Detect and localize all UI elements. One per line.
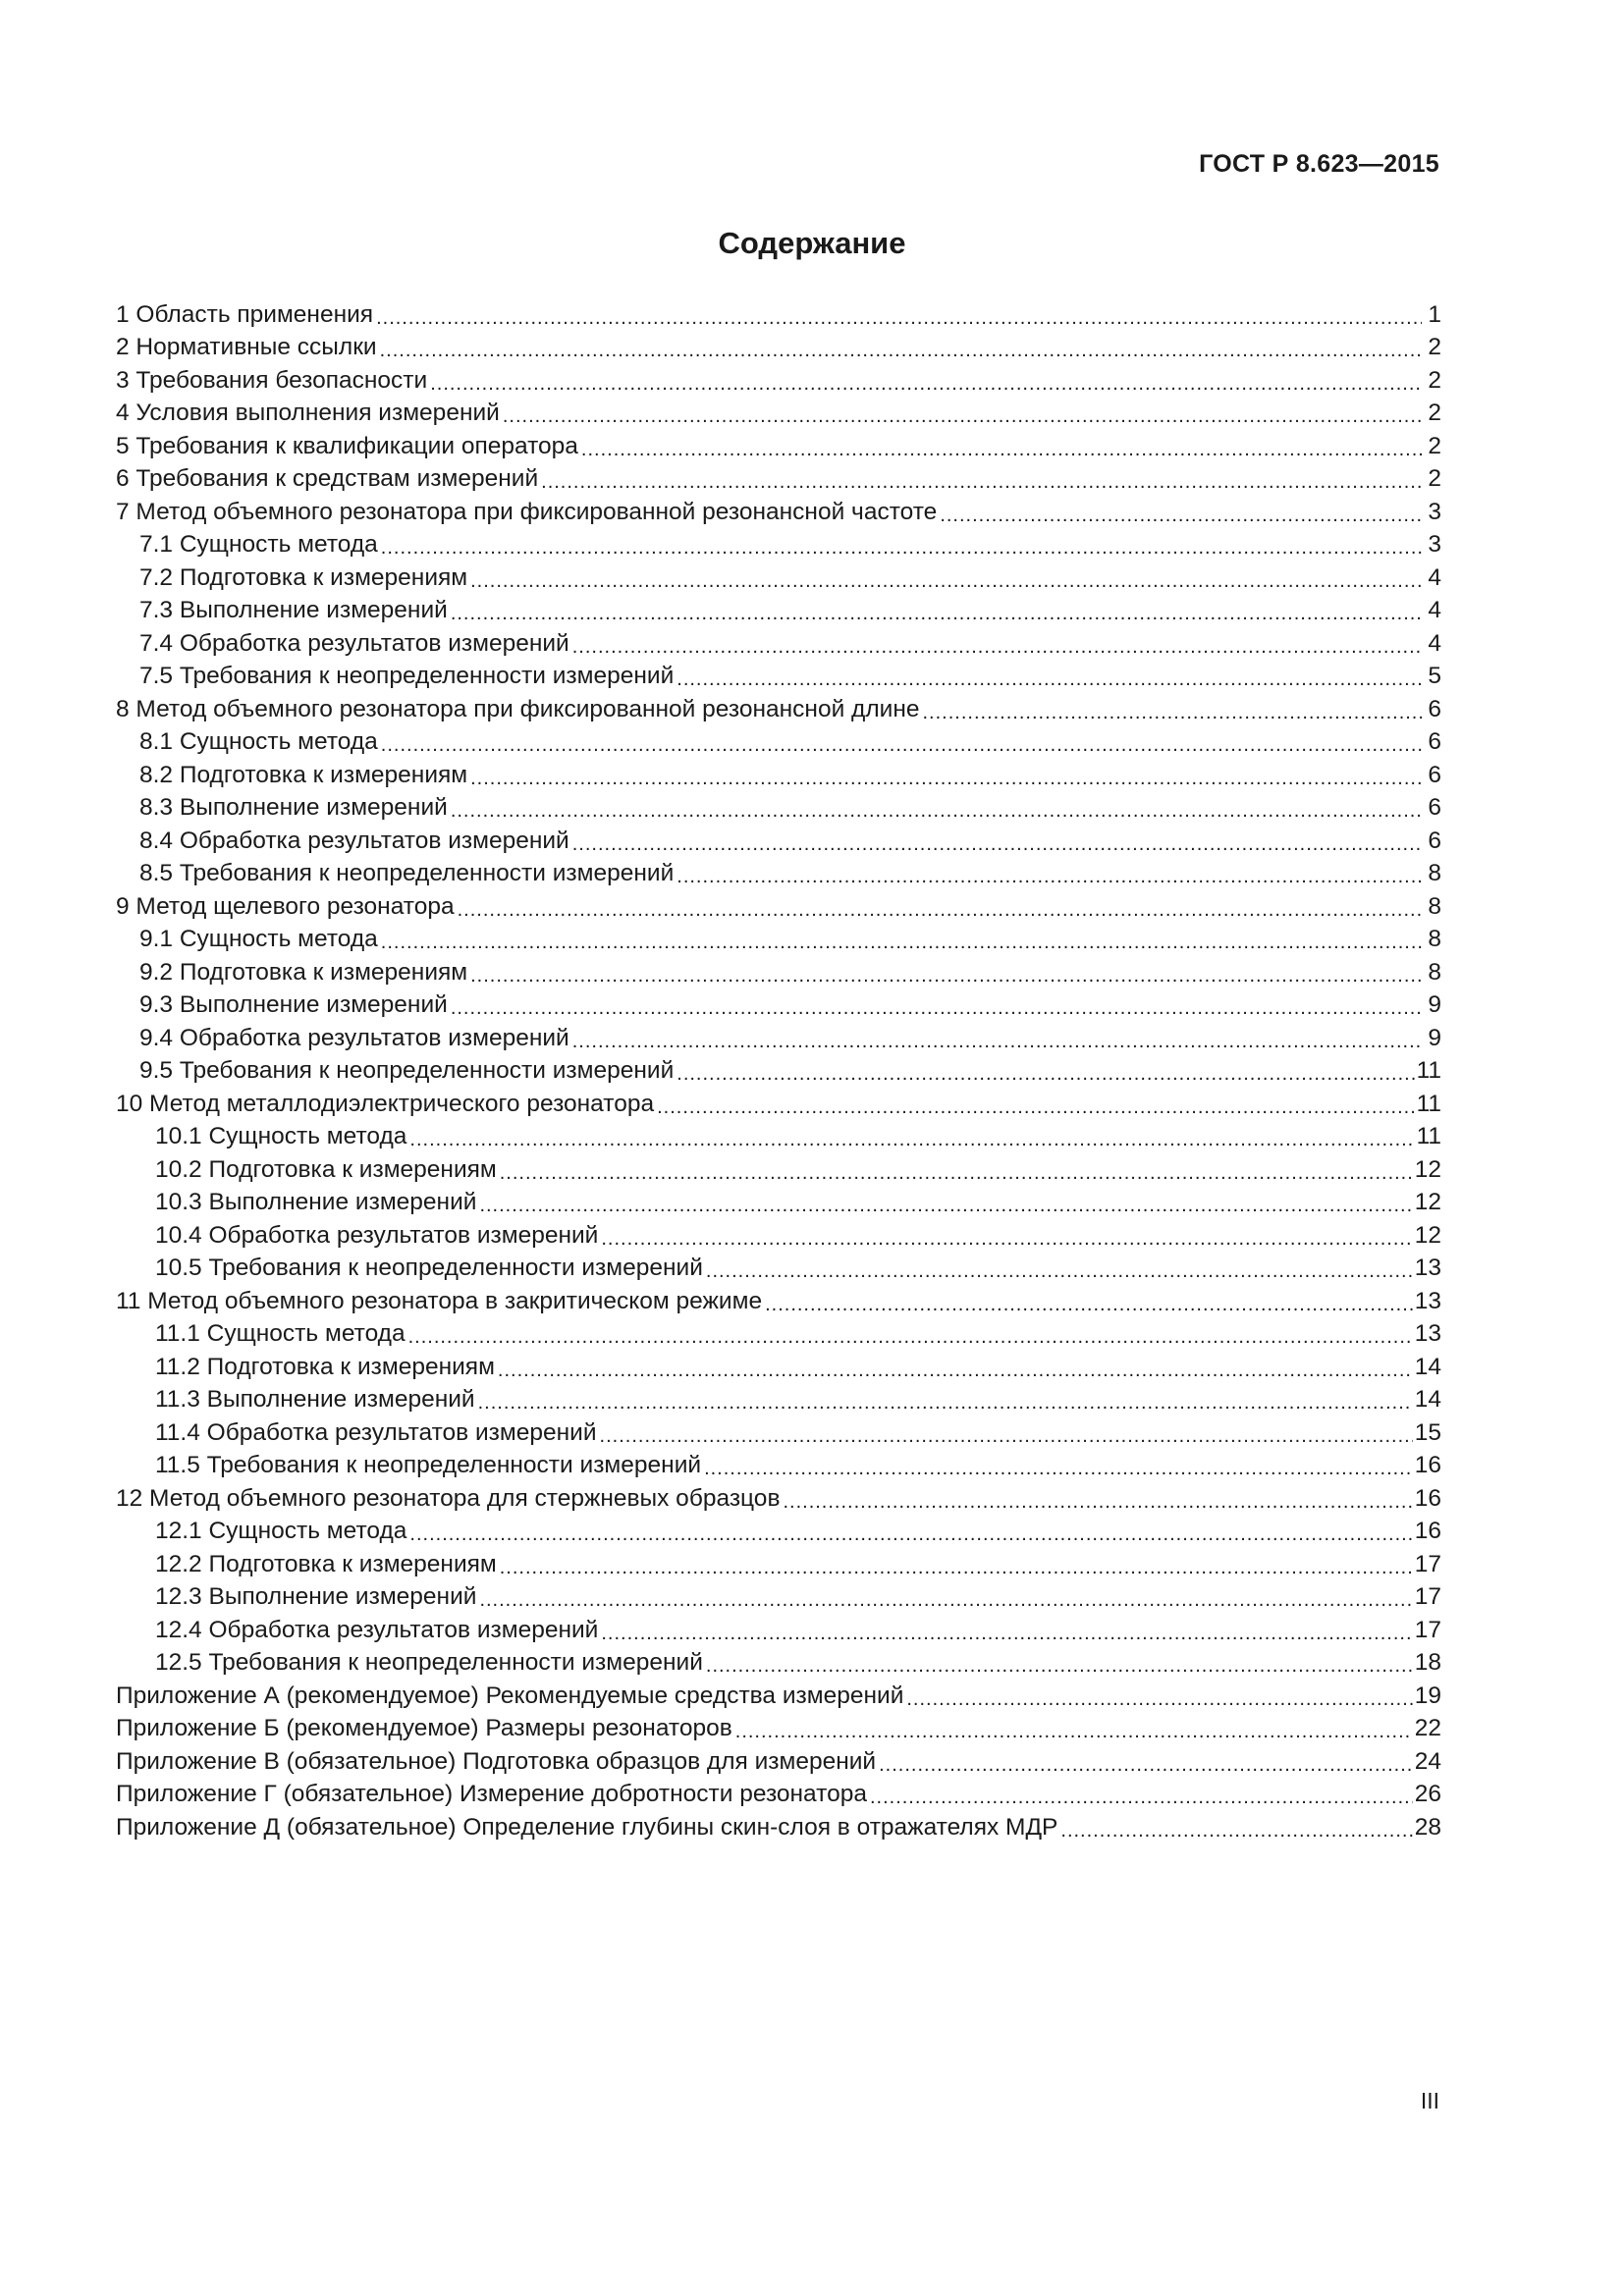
toc-entry	[116, 1516, 1441, 1549]
toc-entry-page: 3	[1428, 531, 1441, 559]
toc-leader-dots	[451, 598, 1422, 623]
toc-leader-dots	[470, 960, 1422, 986]
toc-leader-dots	[601, 1618, 1412, 1643]
toc-entry-label: 11.5 Требования к неопределенности измерений	[155, 1452, 702, 1479]
toc-entry-page: 2	[1428, 366, 1441, 394]
toc-entry	[116, 1384, 1441, 1417]
toc-entry-page: 12	[1414, 1155, 1441, 1183]
toc-entry-label: 12 Метод объемного резонатора для стержневых образцов	[116, 1484, 781, 1512]
toc-entry-label: 10.5 Требования к неопределенности измерений	[155, 1255, 703, 1282]
toc-entry-label: 5 Требования к квалификации оператора	[116, 432, 578, 459]
toc-entry-label: 12.4 Обработка результатов измерений	[155, 1616, 599, 1643]
toc-entry-page: 16	[1414, 1452, 1441, 1479]
toc-leader-dots	[783, 1486, 1412, 1512]
toc-leader-dots	[381, 532, 1422, 558]
toc-entry-page: 6	[1428, 695, 1441, 722]
toc-entry-page: 2	[1428, 465, 1441, 493]
toc-entry-label: 11.2 Подготовка к измерениям	[155, 1353, 495, 1380]
toc-entry	[116, 825, 1441, 858]
toc-entry-label: 4 Условия выполнения измерений	[116, 400, 500, 427]
toc-entry	[116, 364, 1441, 398]
toc-entry-page: 11	[1416, 1123, 1441, 1150]
toc-entry	[116, 398, 1441, 431]
toc-leader-dots	[470, 763, 1422, 788]
toc-entry	[116, 561, 1441, 595]
toc-entry-label: 8.5 Требования к неопределенности измерений	[139, 860, 675, 887]
toc-leader-dots	[923, 697, 1423, 722]
toc-leader-dots	[572, 1026, 1422, 1051]
toc-entry	[116, 1153, 1441, 1187]
toc-entry-label: 7.4 Обработка результатов измерений	[139, 629, 569, 657]
toc-leader-dots	[430, 368, 1422, 394]
toc-leader-dots	[704, 1453, 1413, 1478]
toc-entry-page: 8	[1428, 958, 1441, 986]
toc-entry-page: 14	[1414, 1353, 1441, 1380]
toc-entry-page: 8	[1428, 926, 1441, 953]
toc-entry-page: 12	[1414, 1189, 1441, 1216]
toc-entry	[116, 595, 1441, 628]
toc-entry-page: 6	[1428, 761, 1441, 788]
toc-entry	[116, 627, 1441, 661]
toc-leader-dots	[451, 992, 1422, 1018]
toc-leader-dots	[677, 1058, 1414, 1084]
toc-entry	[116, 890, 1441, 924]
toc-entry	[116, 1482, 1441, 1516]
toc-entry-label: 8 Метод объемного резонатора при фиксированной резонансной длине	[116, 695, 920, 722]
toc-entry-label: Приложение Г (обязательное) Измерение добротности резонатора	[116, 1781, 867, 1808]
toc-entry-label: 11.4 Обработка результатов измерений	[155, 1418, 597, 1446]
toc-leader-dots	[409, 1124, 1414, 1149]
toc-leader-dots	[1060, 1815, 1412, 1841]
toc-entry	[116, 858, 1441, 891]
toc-entry-page: 9	[1428, 1024, 1441, 1051]
toc-leader-dots	[409, 1519, 1412, 1544]
toc-entry-page: 4	[1428, 563, 1441, 591]
toc-leader-dots	[408, 1321, 1413, 1347]
toc-entry-label: 7.2 Подготовка к измерениям	[139, 563, 468, 591]
toc-entry-page: 2	[1428, 334, 1441, 361]
toc-entry	[116, 1713, 1441, 1746]
toc-entry	[116, 1779, 1441, 1812]
toc-entry-label: 2 Нормативные ссылки	[116, 334, 377, 361]
toc-entry-label: 9.1 Сущность метода	[139, 926, 378, 953]
toc-entry	[116, 1450, 1441, 1483]
toc-entry-page: 5	[1428, 663, 1441, 690]
toc-leader-dots	[677, 664, 1422, 689]
toc-leader-dots	[470, 565, 1422, 591]
toc-entry	[116, 332, 1441, 365]
toc-leader-dots	[601, 1223, 1412, 1249]
toc-entry	[116, 1121, 1441, 1154]
toc-entry-page: 16	[1414, 1484, 1441, 1512]
toc-entry	[116, 1351, 1441, 1384]
toc-leader-dots	[906, 1683, 1412, 1709]
toc-entry	[116, 956, 1441, 989]
toc-entry-label: Приложение В (обязательное) Подготовка образцов для измерений	[116, 1747, 877, 1775]
toc-leader-dots	[677, 861, 1422, 886]
toc-entry-page: 14	[1414, 1386, 1441, 1414]
toc-entry-page: 4	[1428, 629, 1441, 657]
toc-entry	[116, 989, 1441, 1023]
toc-entry-label: 7.3 Выполнение измерений	[139, 597, 448, 624]
toc-entry-page: 2	[1428, 400, 1441, 427]
toc-entry-page: 19	[1414, 1682, 1441, 1709]
toc-leader-dots	[706, 1255, 1413, 1281]
toc-leader-dots	[498, 1355, 1413, 1380]
toc-entry-label: 9 Метод щелевого резонатора	[116, 892, 455, 920]
toc-entry-label: 9.5 Требования к неопределенности измерений	[139, 1057, 675, 1085]
table-of-contents	[116, 298, 1441, 1844]
toc-entry	[116, 1614, 1441, 1647]
toc-entry-page: 11	[1416, 1090, 1441, 1117]
toc-leader-dots	[581, 434, 1422, 459]
toc-entry	[116, 1253, 1441, 1286]
toc-entry-label: 12.5 Требования к неопределенности измерений	[155, 1649, 703, 1677]
toc-entry-page: 17	[1414, 1583, 1441, 1611]
toc-entry	[116, 430, 1441, 463]
toc-entry-label: Приложение Б (рекомендуемое) Размеры резонаторов	[116, 1715, 732, 1742]
toc-leader-dots	[376, 302, 1422, 328]
toc-entry-label: 12.3 Выполнение измерений	[155, 1583, 477, 1611]
toc-leader-dots	[870, 1782, 1413, 1807]
toc-leader-dots	[735, 1716, 1413, 1741]
page-number: III	[1420, 2088, 1439, 2113]
toc-entry-page: 6	[1428, 827, 1441, 854]
toc-entry-label: 10.2 Подготовка к измерениям	[155, 1155, 497, 1183]
toc-entry-page: 6	[1428, 728, 1441, 756]
toc-entry-page: 2	[1428, 432, 1441, 459]
toc-entry-page: 13	[1414, 1255, 1441, 1282]
toc-leader-dots	[380, 335, 1422, 360]
toc-leader-dots	[478, 1387, 1413, 1413]
document-code: ГОСТ Р 8.623—2015	[1199, 150, 1439, 178]
toc-entry-label: 7 Метод объемного резонатора при фиксированной резонансной частоте	[116, 498, 938, 525]
toc-leader-dots	[940, 500, 1422, 525]
toc-entry	[116, 1581, 1441, 1615]
toc-entry	[116, 693, 1441, 726]
toc-entry	[116, 529, 1441, 562]
toc-entry-page: 22	[1414, 1715, 1441, 1742]
toc-entry-label: 3 Требования безопасности	[116, 366, 428, 394]
toc-entry	[116, 1022, 1441, 1055]
toc-leader-dots	[572, 828, 1422, 854]
toc-leader-dots	[479, 1584, 1412, 1610]
toc-entry-page: 24	[1414, 1747, 1441, 1775]
toc-entry	[116, 463, 1441, 497]
toc-entry-label: 10.1 Сущность метода	[155, 1123, 407, 1150]
toc-entry-page: 1	[1428, 300, 1441, 328]
toc-entry-page: 16	[1414, 1518, 1441, 1545]
toc-entry-page: 17	[1414, 1550, 1441, 1577]
toc-entry-label: 8.2 Подготовка к измерениям	[139, 761, 468, 788]
toc-leader-dots	[541, 466, 1422, 492]
toc-entry-label: 6 Требования к средствам измерений	[116, 465, 539, 493]
toc-entry	[116, 298, 1441, 332]
toc-entry	[116, 1811, 1441, 1844]
toc-leader-dots	[879, 1749, 1413, 1775]
toc-entry-page: 11	[1416, 1057, 1441, 1085]
toc-leader-dots	[451, 795, 1422, 821]
toc-entry-page: 6	[1428, 794, 1441, 822]
toc-entry-page: 8	[1428, 860, 1441, 887]
toc-entry-page: 12	[1414, 1221, 1441, 1249]
toc-entry	[116, 1548, 1441, 1581]
toc-entry-label: 10 Метод металлодиэлектрического резонатора	[116, 1090, 655, 1117]
toc-entry-label: 9.2 Подготовка к измерениям	[139, 958, 468, 986]
toc-entry-label: 8.4 Обработка результатов измерений	[139, 827, 569, 854]
toc-entry	[116, 1318, 1441, 1352]
toc-leader-dots	[503, 400, 1422, 426]
toc-entry-label: Приложение А (рекомендуемое) Рекомендуемые средства измерений	[116, 1682, 904, 1709]
toc-entry-page: 3	[1428, 498, 1441, 525]
toc-entry-page: 9	[1428, 991, 1441, 1019]
toc-entry	[116, 1055, 1441, 1089]
toc-entry	[116, 726, 1441, 760]
toc-entry-label: 11 Метод объемного резонатора в закритическом режиме	[116, 1287, 763, 1314]
toc-entry-page: 26	[1414, 1781, 1441, 1808]
toc-entry-page: 13	[1414, 1320, 1441, 1348]
toc-entry-label: 10.4 Обработка результатов измерений	[155, 1221, 599, 1249]
toc-entry	[116, 1647, 1441, 1681]
toc-leader-dots	[381, 927, 1422, 952]
toc-entry-label: 12.2 Подготовка к измерениям	[155, 1550, 497, 1577]
toc-entry-label: 11.3 Выполнение измерений	[155, 1386, 475, 1414]
toc-leader-dots	[600, 1420, 1413, 1446]
toc-entry	[116, 759, 1441, 792]
toc-entry-label: 8.1 Сущность метода	[139, 728, 378, 756]
toc-entry	[116, 1680, 1441, 1713]
toc-leader-dots	[458, 894, 1422, 920]
toc-entry-page: 4	[1428, 597, 1441, 624]
toc-leader-dots	[765, 1289, 1413, 1314]
toc-entry-page: 15	[1414, 1418, 1441, 1446]
toc-title: Содержание	[718, 226, 906, 260]
toc-entry	[116, 1088, 1441, 1121]
toc-entry-page: 17	[1414, 1616, 1441, 1643]
toc-entry-label: 11.1 Сущность метода	[155, 1320, 406, 1348]
toc-leader-dots	[500, 1157, 1413, 1183]
toc-entry	[116, 496, 1441, 529]
toc-leader-dots	[479, 1190, 1412, 1215]
toc-entry	[116, 661, 1441, 694]
toc-entry	[116, 792, 1441, 826]
toc-entry	[116, 1219, 1441, 1253]
toc-entry-label: 8.3 Выполнение измерений	[139, 794, 448, 822]
toc-entry-label: 9.4 Обработка результатов измерений	[139, 1024, 569, 1051]
toc-entry	[116, 1187, 1441, 1220]
toc-entry	[116, 924, 1441, 957]
toc-entry-page: 18	[1414, 1649, 1441, 1677]
toc-entry-label: 10.3 Выполнение измерений	[155, 1189, 477, 1216]
toc-entry-page: 13	[1414, 1287, 1441, 1314]
toc-leader-dots	[706, 1650, 1413, 1676]
toc-entry-label: 7.1 Сущность метода	[139, 531, 378, 559]
toc-leader-dots	[381, 729, 1422, 755]
toc-entry	[116, 1285, 1441, 1318]
toc-leader-dots	[572, 631, 1422, 657]
toc-entry-page: 8	[1428, 892, 1441, 920]
toc-entry-page: 28	[1414, 1813, 1441, 1841]
toc-leader-dots	[657, 1092, 1414, 1117]
toc-entry-label: 12.1 Сущность метода	[155, 1518, 407, 1545]
toc-entry	[116, 1416, 1441, 1450]
toc-entry	[116, 1745, 1441, 1779]
toc-entry-label: 7.5 Требования к неопределенности измерений	[139, 663, 675, 690]
toc-entry-label: 9.3 Выполнение измерений	[139, 991, 448, 1019]
toc-entry-label: 1 Область применения	[116, 300, 374, 328]
toc-leader-dots	[500, 1552, 1413, 1577]
toc-entry-label: Приложение Д (обязательное) Определение глубины скин-слоя в отражателях МДР	[116, 1813, 1058, 1841]
